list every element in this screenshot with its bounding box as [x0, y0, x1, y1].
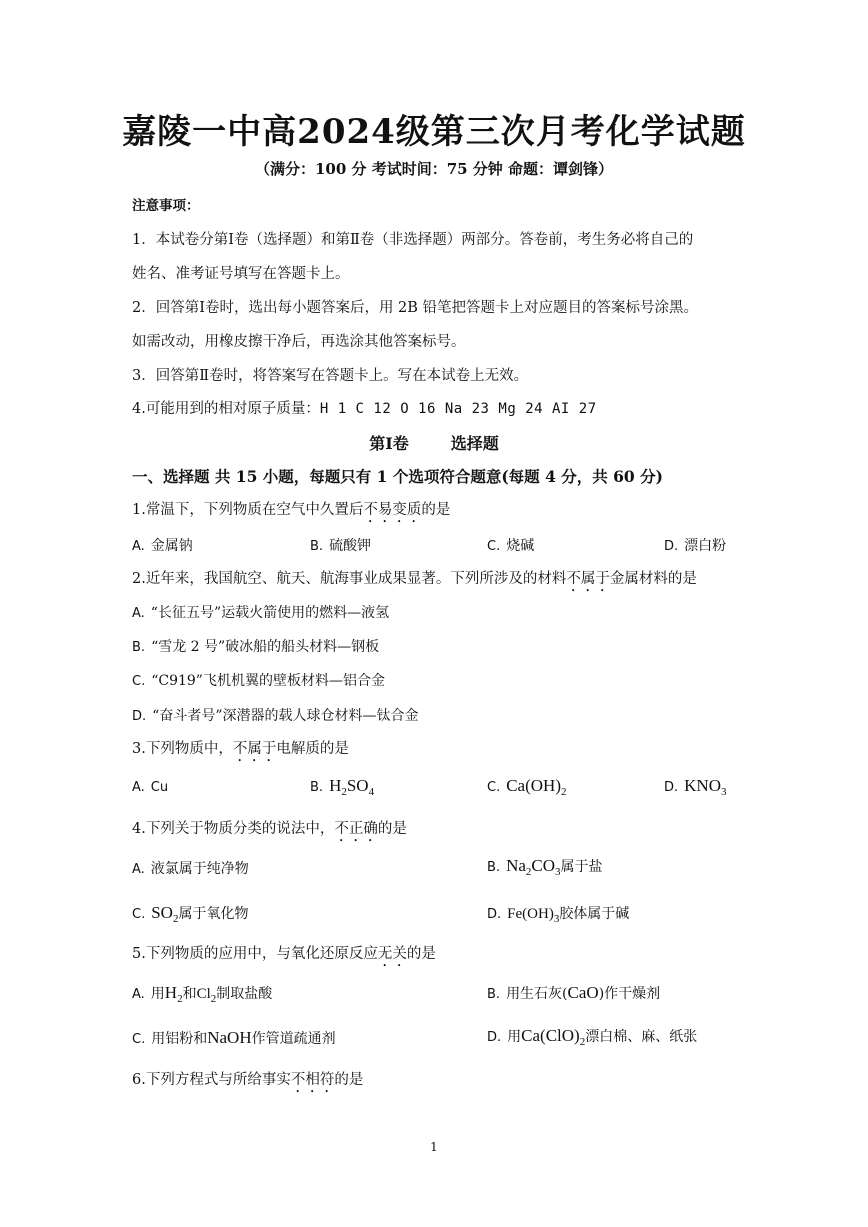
q1-option-c: C. 烧碱	[487, 538, 535, 554]
exam-info: （满分：100 分 考试时间：75 分钟 命题：谭剑锋）	[254, 160, 614, 178]
note-1b: 姓名、准考证号填写在答题卡上。	[132, 266, 350, 282]
note-1a: 1．本试卷分第Ⅰ卷（选择题）和第Ⅱ卷（非选择题）两部分。答卷前，考生务必将自己的	[132, 232, 694, 248]
question-4	[132, 817, 407, 845]
section-heading: 一、选择题 共 15 小题，每题只有 1 个选项符合题意(每题 4 分，共 60 分)	[132, 467, 663, 486]
q2-stem-end: 金属材料的是	[609, 571, 697, 587]
q4-option-b: B. $Na_2CO_3$属于盐	[487, 856, 603, 878]
q5-stem-end: 的是	[406, 946, 436, 962]
question-1	[132, 498, 450, 526]
q2-option-c: C. “C919”飞机机翼的壁板材料—铝合金	[132, 673, 385, 689]
q1-stem-end: 的是	[421, 502, 451, 518]
q5-emphasis: 无关	[377, 946, 407, 962]
q3-stem-end: 电解质的是	[276, 741, 349, 757]
q6-stem-end: 的是	[334, 1072, 364, 1088]
q1-option-b: B. 硫酸钾	[310, 538, 372, 554]
question-3	[132, 737, 349, 765]
q1-emphasis: 不易变质	[363, 502, 422, 518]
page-title: 嘉陵一中高2024级第三次月考化学试题	[122, 112, 746, 152]
q5-option-c: C. 用铝粉和NaOH作管道疏通剂	[132, 1028, 336, 1047]
q6-emphasis: 不相符	[290, 1072, 335, 1088]
q3-option-a: A. Cu	[132, 780, 169, 795]
q4-emphasis: 不正确	[334, 821, 378, 837]
section-title	[0, 431, 868, 454]
q2-option-b: B. “雪龙 2 号”破冰船的船头材料—钢板	[132, 639, 380, 655]
question-2	[132, 567, 697, 595]
page-number: 1	[430, 1140, 438, 1154]
q1-option-a: A. 金属钠	[132, 538, 193, 554]
q1-stem: 1.常温下，下列物质在空气中久置后	[132, 502, 364, 518]
q2-stem: 2.近年来，我国航空、航天、航海事业成果显著。下列所涉及的材料	[132, 571, 567, 587]
notes-label: 注意事项：	[132, 198, 200, 214]
q3-stem: 3.下列物质中，	[132, 741, 233, 757]
q3-option-c: C. $Ca(OH)_2$	[487, 776, 567, 798]
q2-option-d: D. “奋斗者号”深潜器的载人球仓材料—钛合金	[132, 708, 419, 724]
q5-stem: 5.下列物质的应用中，与氧化还原反应	[132, 946, 378, 962]
section-name: 选择题	[450, 434, 499, 453]
q4-option-c: C. $SO_2$属于氧化物	[132, 903, 249, 925]
q4-stem-end: 的是	[377, 821, 407, 837]
note-2a: 2．回答第Ⅰ卷时，选出每小题答案后，用 2B 铅笔把答题卡上对应题目的答案标号涂黑。	[132, 300, 699, 316]
q1-option-d: D. 漂白粉	[664, 538, 727, 554]
q2-option-a: A. “长征五号”运载火箭使用的燃料—液氢	[132, 605, 390, 621]
q5-option-a: A. 用$H_2$和$Cl_2$制取盐酸	[132, 983, 273, 1005]
section-part: 第Ⅰ卷	[369, 434, 409, 453]
q5-option-b: B. 用生石灰(CaO)作干燥剂	[487, 983, 661, 1002]
q2-emphasis: 不属于	[566, 571, 610, 587]
q4-option-a: A. 液氯属于纯净物	[132, 861, 249, 877]
atomic-masses: H 1 C 12 O 16 Na 23 Mg 24 AI 27	[319, 401, 597, 417]
note-3: 3．回答第Ⅱ卷时，将答案写在答题卡上。写在本试卷上无效。	[132, 368, 529, 384]
q4-option-d: D. $Fe(OH)_3$胶体属于碱	[487, 906, 630, 925]
q4-stem: 4.下列关于物质分类的说法中，	[132, 821, 335, 837]
q6-stem: 6.下列方程式与所给事实	[132, 1072, 291, 1088]
q3-option-b: B. $H_2SO_4$	[310, 776, 375, 798]
note-4	[132, 397, 597, 418]
q3-option-d: D. $KNO_3$	[664, 776, 727, 798]
q5-option-d: D. 用$Ca(ClO)_2$漂白棉、麻、纸张	[487, 1026, 698, 1048]
question-5	[132, 942, 436, 970]
note-4-label: 4.可能用到的相对原子质量：	[132, 401, 320, 417]
question-6	[132, 1068, 363, 1096]
q3-emphasis: 不属于	[232, 741, 277, 757]
note-2b: 如需改动，用橡皮擦干净后，再选涂其他答案标号。	[132, 334, 466, 350]
